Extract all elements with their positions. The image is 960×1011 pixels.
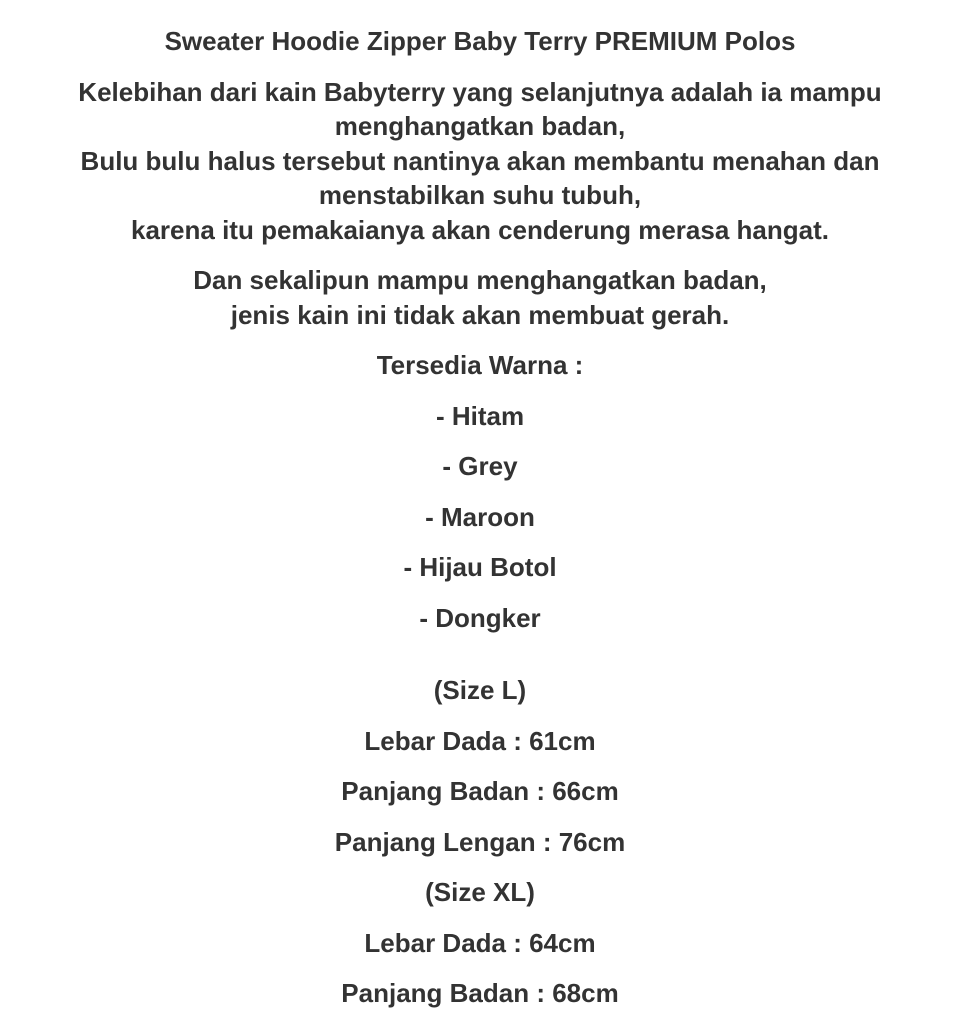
size-label: (Size L) (433, 675, 527, 705)
size-label: (Size XL) (425, 877, 535, 907)
size-spec: Panjang Lengan : 76cm (334, 826, 626, 857)
intro-line: karena itu pemakaianya akan cenderung merasa hangat. (131, 214, 829, 245)
intro-line: Bulu bulu halus tersebut nantinya akan membantu menahan dan menstabilkan suhu tubuh, (80, 145, 880, 210)
size-chart-xl (0, 875, 960, 1011)
color-item: - Hijau Botol (403, 552, 557, 582)
colors-heading: Tersedia Warna : (376, 350, 584, 380)
comfort-paragraph (0, 263, 960, 332)
color-item: - Maroon (425, 501, 535, 532)
spacer (0, 651, 960, 673)
size-spec: Lebar Dada : 61cm (364, 725, 596, 756)
comfort-line: Dan sekalipun mampu menghangatkan badan, (193, 265, 767, 295)
size-spec: Lebar Dada : 64cm (364, 927, 596, 958)
color-item: - Hitam (435, 400, 525, 431)
color-item: - Grey (442, 451, 518, 481)
comfort-line: jenis kain ini tidak akan membuat gerah. (230, 299, 730, 330)
size-chart-l (0, 673, 960, 859)
color-item: - Dongker (419, 602, 541, 633)
color-list (0, 348, 960, 635)
size-spec: Panjang Badan : 66cm (341, 776, 619, 806)
product-title: Sweater Hoodie Zipper Baby Terry PREMIUM Polos (164, 26, 796, 56)
intro-paragraph (0, 75, 960, 248)
intro-line: Kelebihan dari kain Babyterry yang selanjutnya adalah ia mampu menghangatkan badan, (78, 76, 882, 141)
size-spec: Panjang Badan : 68cm (341, 978, 619, 1008)
